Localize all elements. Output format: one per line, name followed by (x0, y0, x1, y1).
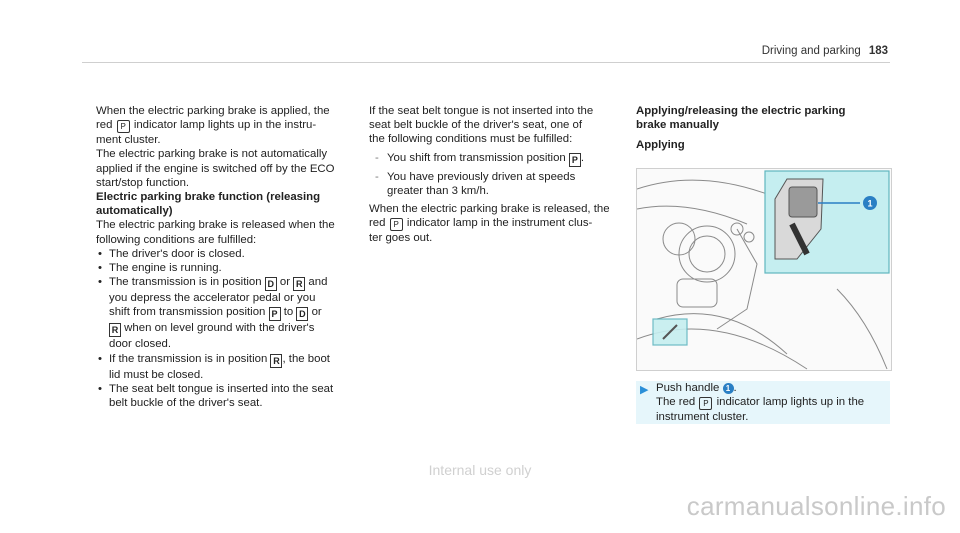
gear-d-icon: D (265, 277, 277, 291)
gear-r-icon: R (270, 354, 282, 368)
list-item: • The driver's door is closed. (96, 247, 366, 261)
section-title: Driving and parking (761, 45, 861, 57)
gear-r-icon: R (293, 277, 305, 291)
instruction-step: ▶ Push handle 1 . The red P indicator lamp lights up in the instrument cluster. (636, 381, 890, 424)
parking-brake-illustration (636, 168, 892, 371)
page-number: 183 (868, 45, 888, 57)
list-item: - You shift from transmission position P . (369, 151, 627, 167)
site-watermark: carmanualsonline.info (686, 491, 946, 521)
page-header (762, 44, 888, 58)
section-heading: Electric parking brake function (releasing automatically) (96, 191, 321, 218)
step-arrow-icon: ▶ (640, 384, 649, 396)
gear-d-icon: D (296, 307, 308, 321)
callout-1-icon: 1 (723, 383, 734, 394)
gear-p-icon: P (569, 153, 581, 167)
list-item: • The transmission is in position D or R and you depress the accelerator pedal or you shift from transmission position P to D or R when on level ground with the driver's door closed. (96, 275, 366, 351)
parking-brake-indicator-icon: P (117, 120, 130, 133)
column-3 (636, 104, 892, 153)
parking-brake-indicator-icon: P (699, 397, 712, 410)
gear-p-icon: P (269, 307, 281, 321)
dashboard-drawing (637, 169, 891, 370)
section-heading: Applying/releasing the electric parking brake manually (636, 105, 846, 132)
paragraph: If the seat belt tongue is not inserted into the seat belt buckle of the driver's seat, one of the following conditions must be fulfilled: (369, 105, 594, 146)
watermark: Internal use only (428, 462, 532, 478)
list-item: • The engine is running. (96, 261, 366, 275)
subheading: Applying (636, 139, 685, 152)
gear-r-icon: R (109, 323, 121, 337)
header-rule (82, 62, 890, 63)
parking-brake-indicator-icon: P (390, 218, 403, 231)
paragraph: When the electric parking brake is released, the red P indicator lamp in the instrument clus- ter goes out. (369, 203, 610, 245)
paragraph: The electric parking brake is released when the following conditions are fulfilled: (96, 219, 335, 246)
paragraph: The electric parking brake is not automatically applied if the engine is switched off by the ECO start/stop function. (96, 148, 335, 189)
list-item: • If the transmission is in position R , the boot lid must be closed. (96, 352, 366, 382)
figure-callout-1: 1 (867, 198, 873, 209)
conditions-list (369, 151, 627, 198)
list-item: • The seat belt tongue is inserted into the seat belt buckle of the driver's seat. (96, 382, 366, 410)
conditions-list (96, 247, 366, 410)
column-1 (96, 104, 366, 410)
list-item: - You have previously driven at speeds greater than 3 km/h. (369, 170, 627, 198)
paragraph: When the electric parking brake is applied, the red P indicator lamp lights up in the instru- ment cluster. (96, 105, 330, 147)
column-2 (369, 104, 627, 245)
